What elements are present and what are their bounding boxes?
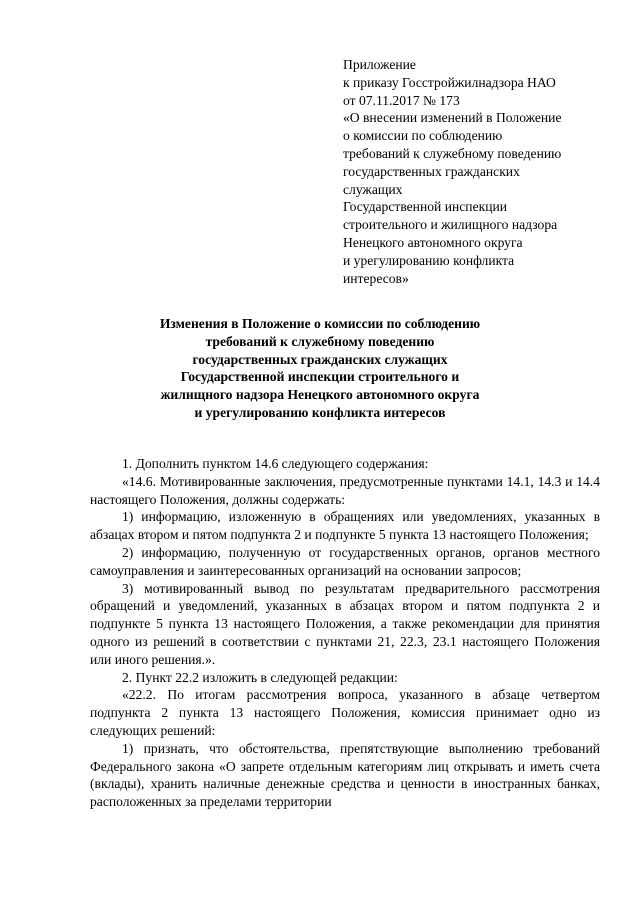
title-line: и урегулированию конфликта интересов [194,404,446,420]
body-paragraph: 2. Пункт 22.2 изложить в следующей редакции: [122,669,398,685]
body-paragraph: «22.2. По итогам рассмотрения вопроса, указанного в абзаце четвертом подпункта 2 пункта 13 настоящего Положения, комиссия принимает одно из следующих решений: [90,687,600,738]
title-line: государственных гражданских служащих [192,351,448,367]
appendix-line: «О внесении изменений в Положение [343,110,562,126]
document-title [90,315,550,422]
appendix-line: служащих [343,181,403,197]
body-paragraph: «14.6. Мотивированные заключения, предусмотренные пунктами 14.1, 14.3 и 14.4 настоящего Положения, должны содержать: [90,473,600,507]
appendix-line: о комиссии по соблюдению [343,128,503,144]
appendix-line: Государственной инспекции [343,199,508,215]
body-paragraph: 1) информацию, изложенную в обращениях или уведомлениях, указанных в абзацах втором и пятом подпункта 2 и подпункте 5 пункта 13 настоящего Положения; [90,509,600,543]
title-line: Изменения в Положение о комиссии по соблюдению [159,316,481,331]
appendix-line: государственных гражданских [343,163,520,179]
title-line: жилищного надзора Ненецкого автономного округа [160,387,480,403]
appendix-line: и урегулированию конфликта [343,252,515,268]
appendix-line: от 07.11.2017 № 173 [343,92,460,108]
body-paragraph: 1) признать, что обстоятельства, препятствующие выполнению требований Федерального закона «О запрете отдельным категориям лиц открывать и иметь счета (вклады), хранить наличные денежные средства и ценности в иностранных банках, расположенных за пределами территории [90,740,600,810]
body-paragraph: 3) мотивированный вывод по результатам предварительного рассмотрения обращений и уведомлений, указанных в абзацах втором и пятом подпункта 2 и подпункте 5 пункта 13 настоящего Положения, а также рекомендации для принятия одного из решений в соответствии с пунктами 21, 22.3, 23.1 настоящего Положения или иного решения.». [90,580,600,667]
document-body [90,455,600,811]
appendix-line: Приложение [343,57,416,72]
appendix-line: Ненецкого автономного округа [343,234,523,250]
title-line: требований к служебному поведению [205,333,435,349]
appendix-line: строительного и жилищного надзора [343,217,558,233]
appendix-line: требований к служебному поведению [343,145,562,161]
appendix-line: к приказу Госстройжилнадзора НАО [343,74,556,90]
title-line: Государственной инспекции строительного и [180,369,460,385]
appendix-header [343,56,613,287]
body-paragraph: 2) информацию, полученную от государственных органов, органов местного самоуправления и заинтересованных организаций на основании запросов; [90,544,600,578]
body-paragraph: 1. Дополнить пунктом 14.6 следующего содержания: [122,456,429,471]
appendix-line: интересов» [343,270,409,286]
